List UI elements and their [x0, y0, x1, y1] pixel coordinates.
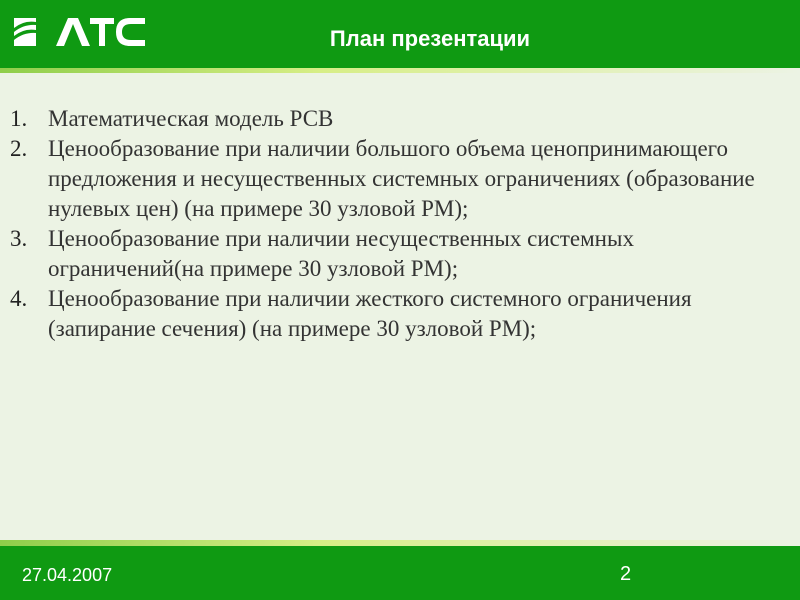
slide-header: [0, 0, 800, 68]
slide-title: План презентации: [329, 26, 531, 51]
list-item-number: 1.: [10, 106, 28, 131]
list-item-number: 3.: [10, 226, 28, 251]
atc-logo: [12, 12, 147, 52]
list-item-number: 2.: [10, 136, 28, 161]
list-item-text: Ценообразование при наличии несущественных системных ограничений(на примере 30 узловой РМ);: [48, 226, 634, 281]
list-item-text: Математическая модель РСВ: [48, 106, 334, 131]
footer-date: 27.04.2007: [22, 565, 113, 585]
agenda-list: [0, 104, 800, 344]
header-divider: [0, 68, 800, 73]
list-item-number: 4.: [10, 286, 28, 311]
list-item: [0, 104, 800, 134]
list-item-text: Ценообразование при наличии большого объема ценопринимающего предложения и несущественных системных ограничениях (образование нулевых цен) (на примере 30 узловой РМ);: [48, 136, 755, 221]
list-item: [0, 224, 800, 284]
list-item: [0, 134, 800, 224]
list-item-text: Ценообразование при наличии жесткого системного ограничения (запирание сечения) (на примере 30 узловой РМ);: [48, 286, 692, 341]
page-number: 2: [620, 563, 632, 585]
list-item: [0, 284, 800, 344]
slide-footer: [0, 546, 800, 600]
